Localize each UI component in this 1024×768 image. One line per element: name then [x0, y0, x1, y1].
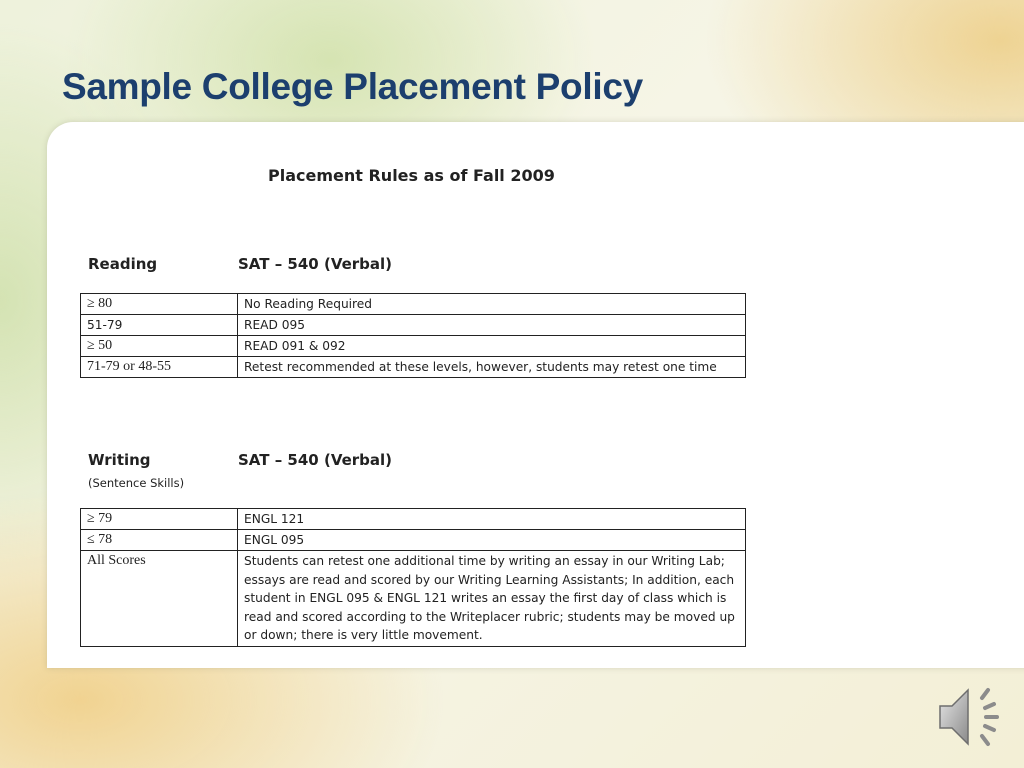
reading-table	[80, 293, 746, 378]
placement-cell: Retest recommended at these levels, however, students may retest one time	[238, 357, 746, 378]
document-title: Placement Rules as of Fall 2009	[268, 166, 555, 185]
score-cell: ≤ 78	[81, 530, 238, 551]
placement-cell: READ 091 & 092	[238, 336, 746, 357]
placement-cell: Students can retest one additional time by writing an essay in our Writing Lab; essays are read and scored by our Writing Learning Assistants; In addition, each student in ENGL 095 & ENGL 121 writes an essay the first day of class which is read and scored according to the Writeplacer rubric; students may be moved up or down; there is very little movement.	[238, 551, 746, 647]
table-row	[81, 336, 746, 357]
score-cell: ≥ 80	[81, 294, 238, 315]
speaker-icon[interactable]	[936, 684, 1006, 750]
table-row	[81, 509, 746, 530]
table-row	[81, 357, 746, 378]
reading-section-label: Reading	[88, 255, 158, 273]
score-cell: ≥ 50	[81, 336, 238, 357]
table-row	[81, 294, 746, 315]
table-row	[81, 530, 746, 551]
score-cell: 71-79 or 48-55	[81, 357, 238, 378]
reading-test-label: SAT – 540 (Verbal)	[238, 255, 393, 273]
score-cell: All Scores	[81, 551, 238, 647]
score-cell: 51-79	[81, 315, 238, 336]
placement-cell: READ 095	[238, 315, 746, 336]
placement-cell: ENGL 121	[238, 509, 746, 530]
writing-section-sublabel: (Sentence Skills)	[88, 476, 185, 490]
placement-rules-document	[62, 138, 762, 663]
placement-cell: ENGL 095	[238, 530, 746, 551]
table-row	[81, 551, 746, 647]
score-cell: ≥ 79	[81, 509, 238, 530]
writing-test-label: SAT – 540 (Verbal)	[238, 451, 393, 469]
writing-table	[80, 508, 746, 647]
placement-cell: No Reading Required	[238, 294, 746, 315]
slide-title: Sample College Placement Policy	[62, 66, 643, 107]
writing-section-label: Writing	[88, 451, 151, 469]
table-row	[81, 315, 746, 336]
